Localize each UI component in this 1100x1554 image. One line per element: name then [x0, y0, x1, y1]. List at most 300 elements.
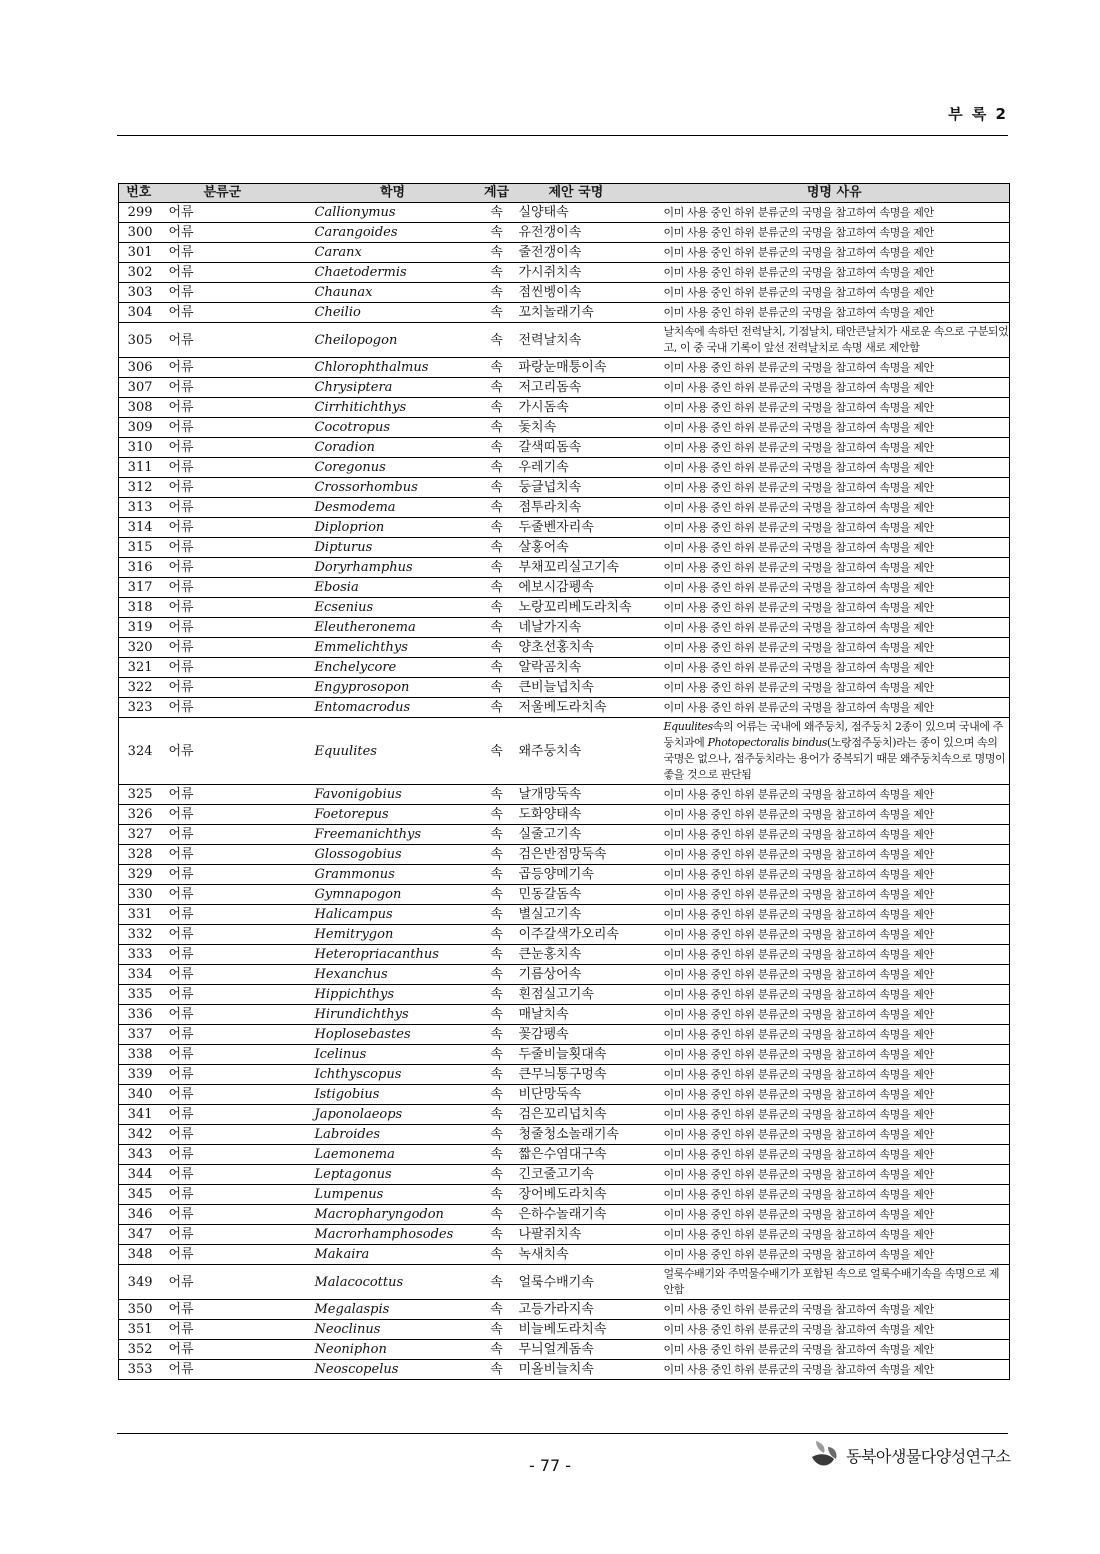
row-proposed-name: 줄전갱이속: [517, 243, 660, 263]
row-scientific-name: Heteropriacanthus: [309, 945, 477, 965]
row-naming-reason: 이미 사용 중인 하위 분류군의 국명을 참고하여 속명을 제안: [660, 1145, 1010, 1165]
row-group: 어류: [159, 1245, 309, 1265]
row-naming-reason: 이미 사용 중인 하위 분류군의 국명을 참고하여 속명을 제안: [660, 223, 1010, 243]
row-proposed-name: 살홍어속: [517, 538, 660, 558]
row-rank: 속: [477, 678, 517, 698]
row-number: 340: [119, 1085, 159, 1105]
row-proposed-name: 비늘베도라치속: [517, 1320, 660, 1340]
table-row: [119, 418, 1010, 438]
row-rank: 속: [477, 538, 517, 558]
row-number: 341: [119, 1105, 159, 1125]
table-row: [119, 538, 1010, 558]
row-naming-reason: 이미 사용 중인 하위 분류군의 국명을 참고하여 속명을 제안: [660, 945, 1010, 965]
row-rank: 속: [477, 323, 517, 358]
table-row: [119, 323, 1010, 358]
row-rank: 속: [477, 518, 517, 538]
table-row: [119, 398, 1010, 418]
row-rank: 속: [477, 1125, 517, 1145]
table-row: [119, 1225, 1010, 1245]
row-number: 301: [119, 243, 159, 263]
table-row: [119, 1360, 1010, 1380]
row-rank: 속: [477, 398, 517, 418]
row-scientific-name: Neoniphon: [309, 1340, 477, 1360]
row-scientific-name: Carangoides: [309, 223, 477, 243]
table-row: [119, 263, 1010, 283]
row-number: 320: [119, 638, 159, 658]
row-scientific-name: Laemonema: [309, 1145, 477, 1165]
table-row: [119, 1340, 1010, 1360]
row-group: 어류: [159, 1005, 309, 1025]
row-number: 343: [119, 1145, 159, 1165]
row-rank: 속: [477, 1085, 517, 1105]
row-scientific-name: Hippichthys: [309, 985, 477, 1005]
row-naming-reason: 이미 사용 중인 하위 분류군의 국명을 참고하여 속명을 제안: [660, 1185, 1010, 1205]
table-row: [119, 1205, 1010, 1225]
row-number: 330: [119, 885, 159, 905]
row-scientific-name: Japonolaeops: [309, 1105, 477, 1125]
row-proposed-name: 갈색띠돔속: [517, 438, 660, 458]
page-number: - 77 -: [528, 1456, 572, 1475]
row-proposed-name: 부채꼬리실고기속: [517, 558, 660, 578]
row-scientific-name: Grammonus: [309, 865, 477, 885]
row-proposed-name: 노랑꼬리베도라치속: [517, 598, 660, 618]
row-number: 309: [119, 418, 159, 438]
row-group: 어류: [159, 1145, 309, 1165]
row-scientific-name: Leptagonus: [309, 1165, 477, 1185]
row-number: 344: [119, 1165, 159, 1185]
row-rank: 속: [477, 638, 517, 658]
row-proposed-name: 저고리돔속: [517, 378, 660, 398]
row-naming-reason: 이미 사용 중인 하위 분류군의 국명을 참고하여 속명을 제안: [660, 1065, 1010, 1085]
row-number: 315: [119, 538, 159, 558]
table-row: [119, 1265, 1010, 1300]
row-naming-reason: 이미 사용 중인 하위 분류군의 국명을 참고하여 속명을 제안: [660, 638, 1010, 658]
row-naming-reason: 날치속에 속하던 전력날치, 기점날치, 태안큰날치가 새로운 속으로 구분되었고, 이 중 국내 기록이 앞선 전력날치로 속명 새로 제안함: [660, 323, 1010, 358]
row-rank: 속: [477, 1320, 517, 1340]
row-rank: 속: [477, 1065, 517, 1085]
row-group: 어류: [159, 1340, 309, 1360]
row-naming-reason: 얼룩수배기와 주먹물수배기가 포함된 속으로 얼룩수배기속을 속명으로 제안함: [660, 1265, 1010, 1300]
row-scientific-name: Chlorophthalmus: [309, 358, 477, 378]
leaf-drop-logo-icon: [808, 1437, 844, 1473]
table-row: [119, 678, 1010, 698]
row-proposed-name: 가시돔속: [517, 398, 660, 418]
header-rank: 계급: [477, 184, 517, 203]
row-group: 어류: [159, 323, 309, 358]
row-naming-reason: 이미 사용 중인 하위 분류군의 국명을 참고하여 속명을 제안: [660, 678, 1010, 698]
row-naming-reason: 이미 사용 중인 하위 분류군의 국명을 참고하여 속명을 제안: [660, 985, 1010, 1005]
table-row: [119, 1105, 1010, 1125]
row-proposed-name: 양초선홍치속: [517, 638, 660, 658]
row-number: 346: [119, 1205, 159, 1225]
row-proposed-name: 무늬얼게돔속: [517, 1340, 660, 1360]
table-row: [119, 1025, 1010, 1045]
row-proposed-name: 검은반점망둑속: [517, 845, 660, 865]
row-number: 306: [119, 358, 159, 378]
row-rank: 속: [477, 1300, 517, 1320]
row-scientific-name: Chaetodermis: [309, 263, 477, 283]
row-number: 345: [119, 1185, 159, 1205]
row-rank: 속: [477, 925, 517, 945]
table-row: [119, 618, 1010, 638]
row-number: 310: [119, 438, 159, 458]
row-rank: 속: [477, 378, 517, 398]
row-number: 303: [119, 283, 159, 303]
row-group: 어류: [159, 618, 309, 638]
row-scientific-name: Enchelycore: [309, 658, 477, 678]
row-group: 어류: [159, 865, 309, 885]
table-row: [119, 658, 1010, 678]
table-row: [119, 358, 1010, 378]
row-group: 어류: [159, 1320, 309, 1340]
row-rank: 속: [477, 478, 517, 498]
row-scientific-name: Ichthyscopus: [309, 1065, 477, 1085]
row-group: 어류: [159, 785, 309, 805]
row-proposed-name: 두줄비늘횟대속: [517, 1045, 660, 1065]
row-naming-reason: 이미 사용 중인 하위 분류군의 국명을 참고하여 속명을 제안: [660, 498, 1010, 518]
row-rank: 속: [477, 598, 517, 618]
table-row: [119, 925, 1010, 945]
row-rank: 속: [477, 243, 517, 263]
row-group: 어류: [159, 845, 309, 865]
table-row: [119, 223, 1010, 243]
row-scientific-name: Chaunax: [309, 283, 477, 303]
row-scientific-name: Hemitrygon: [309, 925, 477, 945]
table-row: [119, 698, 1010, 718]
row-rank: 속: [477, 845, 517, 865]
table-row: [119, 845, 1010, 865]
row-naming-reason: 이미 사용 중인 하위 분류군의 국명을 참고하여 속명을 제안: [660, 1125, 1010, 1145]
row-number: 332: [119, 925, 159, 945]
table-row: [119, 1245, 1010, 1265]
row-group: 어류: [159, 638, 309, 658]
table-row: [119, 558, 1010, 578]
row-naming-reason: 이미 사용 중인 하위 분류군의 국명을 참고하여 속명을 제안: [660, 1045, 1010, 1065]
row-scientific-name: Halicampus: [309, 905, 477, 925]
header-number: 번호: [119, 184, 159, 203]
row-number: 329: [119, 865, 159, 885]
row-scientific-name: Cheilio: [309, 303, 477, 323]
row-proposed-name: 가시쥐치속: [517, 263, 660, 283]
row-proposed-name: 둥글넙치속: [517, 478, 660, 498]
row-rank: 속: [477, 1185, 517, 1205]
row-group: 어류: [159, 203, 309, 223]
row-rank: 속: [477, 1145, 517, 1165]
row-rank: 속: [477, 1025, 517, 1045]
table-row: [119, 1085, 1010, 1105]
row-number: 328: [119, 845, 159, 865]
table-row: [119, 1045, 1010, 1065]
row-group: 어류: [159, 1300, 309, 1320]
row-scientific-name: Hirundichthys: [309, 1005, 477, 1025]
row-group: 어류: [159, 578, 309, 598]
row-naming-reason: 이미 사용 중인 하위 분류군의 국명을 참고하여 속명을 제안: [660, 885, 1010, 905]
table-row: [119, 985, 1010, 1005]
row-group: 어류: [159, 1265, 309, 1300]
row-scientific-name: Coregonus: [309, 458, 477, 478]
row-naming-reason: 이미 사용 중인 하위 분류군의 국명을 참고하여 속명을 제안: [660, 1225, 1010, 1245]
row-number: 348: [119, 1245, 159, 1265]
row-rank: 속: [477, 223, 517, 243]
table-row: [119, 378, 1010, 398]
row-number: 336: [119, 1005, 159, 1025]
row-naming-reason: 이미 사용 중인 하위 분류군의 국명을 참고하여 속명을 제안: [660, 378, 1010, 398]
row-scientific-name: Gymnapogon: [309, 885, 477, 905]
row-proposed-name: 우레기속: [517, 458, 660, 478]
row-number: 331: [119, 905, 159, 925]
row-proposed-name: 큰비늘넙치속: [517, 678, 660, 698]
row-rank: 속: [477, 283, 517, 303]
row-group: 어류: [159, 378, 309, 398]
row-number: 335: [119, 985, 159, 1005]
row-group: 어류: [159, 805, 309, 825]
row-proposed-name: 알락곰치속: [517, 658, 660, 678]
row-number: 352: [119, 1340, 159, 1360]
row-rank: 속: [477, 698, 517, 718]
table-row: [119, 438, 1010, 458]
table-row: [119, 1005, 1010, 1025]
row-proposed-name: 나팔쥐치속: [517, 1225, 660, 1245]
row-rank: 속: [477, 263, 517, 283]
row-proposed-name: 흰점실고기속: [517, 985, 660, 1005]
row-scientific-name: Equulites: [309, 718, 477, 785]
row-naming-reason: 이미 사용 중인 하위 분류군의 국명을 참고하여 속명을 제안: [660, 825, 1010, 845]
row-scientific-name: Hexanchus: [309, 965, 477, 985]
row-naming-reason: 이미 사용 중인 하위 분류군의 국명을 참고하여 속명을 제안: [660, 658, 1010, 678]
row-scientific-name: Chrysiptera: [309, 378, 477, 398]
row-rank: 속: [477, 825, 517, 845]
row-naming-reason: 이미 사용 중인 하위 분류군의 국명을 참고하여 속명을 제안: [660, 905, 1010, 925]
row-rank: 속: [477, 865, 517, 885]
header-group: 분류군: [159, 184, 309, 203]
table-row: [119, 965, 1010, 985]
row-group: 어류: [159, 1225, 309, 1245]
row-rank: 속: [477, 805, 517, 825]
table-row: [119, 785, 1010, 805]
row-naming-reason: 이미 사용 중인 하위 분류군의 국명을 참고하여 속명을 제안: [660, 865, 1010, 885]
row-proposed-name: 돛치속: [517, 418, 660, 438]
row-group: 어류: [159, 358, 309, 378]
table-row: [119, 283, 1010, 303]
row-naming-reason: 이미 사용 중인 하위 분류군의 국명을 참고하여 속명을 제안: [660, 1085, 1010, 1105]
row-number: 299: [119, 203, 159, 223]
row-naming-reason: 이미 사용 중인 하위 분류군의 국명을 참고하여 속명을 제안: [660, 1320, 1010, 1340]
row-scientific-name: Coradion: [309, 438, 477, 458]
row-number: 342: [119, 1125, 159, 1145]
row-naming-reason: 이미 사용 중인 하위 분류군의 국명을 참고하여 속명을 제안: [660, 578, 1010, 598]
row-naming-reason: 이미 사용 중인 하위 분류군의 국명을 참고하여 속명을 제안: [660, 1245, 1010, 1265]
row-scientific-name: Macrorhamphosodes: [309, 1225, 477, 1245]
row-proposed-name: 검은꼬리넙치속: [517, 1105, 660, 1125]
row-group: 어류: [159, 303, 309, 323]
row-proposed-name: 미올비늘치속: [517, 1360, 660, 1380]
row-group: 어류: [159, 1165, 309, 1185]
row-proposed-name: 왜주둥치속: [517, 718, 660, 785]
row-scientific-name: Doryrhamphus: [309, 558, 477, 578]
row-proposed-name: 큰무늬통구멍속: [517, 1065, 660, 1085]
row-scientific-name: Freemanichthys: [309, 825, 477, 845]
row-number: 316: [119, 558, 159, 578]
row-scientific-name: Lumpenus: [309, 1185, 477, 1205]
row-group: 어류: [159, 1085, 309, 1105]
row-naming-reason: 이미 사용 중인 하위 분류군의 국명을 참고하여 속명을 제안: [660, 203, 1010, 223]
footer-divider: [117, 1433, 1008, 1434]
row-naming-reason: 이미 사용 중인 하위 분류군의 국명을 참고하여 속명을 제안: [660, 358, 1010, 378]
row-rank: 속: [477, 1045, 517, 1065]
row-proposed-name: 별실고기속: [517, 905, 660, 925]
appendix-label: 부 록 2: [948, 105, 1008, 123]
row-naming-reason: 이미 사용 중인 하위 분류군의 국명을 참고하여 속명을 제안: [660, 1300, 1010, 1320]
row-naming-reason: 이미 사용 중인 하위 분류군의 국명을 참고하여 속명을 제안: [660, 785, 1010, 805]
row-rank: 속: [477, 1245, 517, 1265]
table-row: [119, 478, 1010, 498]
row-scientific-name: Crossorhombus: [309, 478, 477, 498]
row-scientific-name: Ebosia: [309, 578, 477, 598]
row-naming-reason: [660, 718, 1010, 785]
row-rank: 속: [477, 578, 517, 598]
row-rank: 속: [477, 1205, 517, 1225]
row-number: 319: [119, 618, 159, 638]
row-number: 338: [119, 1045, 159, 1065]
row-scientific-name: Cheilopogon: [309, 323, 477, 358]
table-row: [119, 1320, 1010, 1340]
row-scientific-name: Megalaspis: [309, 1300, 477, 1320]
table-row: [119, 1185, 1010, 1205]
row-naming-reason: 이미 사용 중인 하위 분류군의 국명을 참고하여 속명을 제안: [660, 598, 1010, 618]
row-scientific-name: Dipturus: [309, 538, 477, 558]
org-name: 동북아생물다양성연구소: [846, 1446, 1011, 1466]
row-naming-reason: 이미 사용 중인 하위 분류군의 국명을 참고하여 속명을 제안: [660, 925, 1010, 945]
row-group: 어류: [159, 1205, 309, 1225]
row-proposed-name: 파랑눈매퉁이속: [517, 358, 660, 378]
row-group: 어류: [159, 598, 309, 618]
row-scientific-name: Icelinus: [309, 1045, 477, 1065]
row-scientific-name: Diploprion: [309, 518, 477, 538]
table-row: [119, 498, 1010, 518]
row-naming-reason: 이미 사용 중인 하위 분류군의 국명을 참고하여 속명을 제안: [660, 558, 1010, 578]
header-divider: [117, 135, 1008, 136]
row-scientific-name: Malacocottus: [309, 1265, 477, 1300]
row-proposed-name: 꽃감펭속: [517, 1025, 660, 1045]
row-scientific-name: Emmelichthys: [309, 638, 477, 658]
row-number: 351: [119, 1320, 159, 1340]
row-number: 327: [119, 825, 159, 845]
row-proposed-name: 실양태속: [517, 203, 660, 223]
row-proposed-name: 점투라치속: [517, 498, 660, 518]
row-scientific-name: Desmodema: [309, 498, 477, 518]
row-number: 317: [119, 578, 159, 598]
row-proposed-name: 고등가라지속: [517, 1300, 660, 1320]
row-naming-reason: 이미 사용 중인 하위 분류군의 국명을 참고하여 속명을 제안: [660, 438, 1010, 458]
row-group: 어류: [159, 1045, 309, 1065]
row-scientific-name: Eleutheronema: [309, 618, 477, 638]
row-rank: 속: [477, 985, 517, 1005]
row-scientific-name: Ecsenius: [309, 598, 477, 618]
row-proposed-name: 장어베도라치속: [517, 1185, 660, 1205]
table-row: [119, 203, 1010, 223]
row-proposed-name: 실줄고기속: [517, 825, 660, 845]
row-group: 어류: [159, 518, 309, 538]
row-number: 300: [119, 223, 159, 243]
row-group: 어류: [159, 243, 309, 263]
row-rank: 속: [477, 558, 517, 578]
row-scientific-name: Foetorepus: [309, 805, 477, 825]
row-naming-reason: 이미 사용 중인 하위 분류군의 국명을 참고하여 속명을 제안: [660, 698, 1010, 718]
row-rank: 속: [477, 438, 517, 458]
table-row: [119, 805, 1010, 825]
row-rank: 속: [477, 418, 517, 438]
table-row: [119, 303, 1010, 323]
row-naming-reason: 이미 사용 중인 하위 분류군의 국명을 참고하여 속명을 제안: [660, 243, 1010, 263]
reason-text: (노랑점주둥치)라는 종이 있으며 속의 국명은 없으나, 점주둥치라는 용어가 중복되기 때문 왜주둥치속으로 명명이 좋을 것으로 판단됨: [663, 736, 1006, 781]
row-number: 304: [119, 303, 159, 323]
row-naming-reason: 이미 사용 중인 하위 분류군의 국명을 참고하여 속명을 제안: [660, 398, 1010, 418]
reason-text: 속의 어류는 국내에 왜주둥치, 점주둥치 2종이 있으며 국내에 주둥치과에: [663, 720, 1003, 749]
row-naming-reason: 이미 사용 중인 하위 분류군의 국명을 참고하여 속명을 제안: [660, 283, 1010, 303]
row-proposed-name: 전력날치속: [517, 323, 660, 358]
row-number: 339: [119, 1065, 159, 1085]
table-row: [119, 598, 1010, 618]
row-group: 어류: [159, 658, 309, 678]
row-proposed-name: 짧은수염대구속: [517, 1145, 660, 1165]
row-number: 347: [119, 1225, 159, 1245]
row-group: 어류: [159, 1185, 309, 1205]
row-scientific-name: Neoscopelus: [309, 1360, 477, 1380]
row-rank: 속: [477, 203, 517, 223]
row-proposed-name: 날개망둑속: [517, 785, 660, 805]
row-number: 313: [119, 498, 159, 518]
row-number: 350: [119, 1300, 159, 1320]
row-rank: 속: [477, 358, 517, 378]
row-proposed-name: 꼬치놀래기속: [517, 303, 660, 323]
row-number: 325: [119, 785, 159, 805]
header-scientific-name: 학명: [309, 184, 477, 203]
row-rank: 속: [477, 1225, 517, 1245]
row-group: 어류: [159, 558, 309, 578]
row-naming-reason: 이미 사용 중인 하위 분류군의 국명을 참고하여 속명을 제안: [660, 263, 1010, 283]
row-number: 334: [119, 965, 159, 985]
row-group: 어류: [159, 458, 309, 478]
row-proposed-name: 에보시감펭속: [517, 578, 660, 598]
row-scientific-name: Istigobius: [309, 1085, 477, 1105]
table-header-row: [119, 184, 1010, 203]
row-number: 307: [119, 378, 159, 398]
row-number: 322: [119, 678, 159, 698]
row-number: 349: [119, 1265, 159, 1300]
row-scientific-name: Cirrhitichthys: [309, 398, 477, 418]
row-scientific-name: Caranx: [309, 243, 477, 263]
row-number: 337: [119, 1025, 159, 1045]
row-proposed-name: 비단망둑속: [517, 1085, 660, 1105]
row-number: 323: [119, 698, 159, 718]
row-naming-reason: 이미 사용 중인 하위 분류군의 국명을 참고하여 속명을 제안: [660, 518, 1010, 538]
row-rank: 속: [477, 1360, 517, 1380]
row-naming-reason: 이미 사용 중인 하위 분류군의 국명을 참고하여 속명을 제안: [660, 478, 1010, 498]
row-number: 333: [119, 945, 159, 965]
row-naming-reason: 이미 사용 중인 하위 분류군의 국명을 참고하여 속명을 제안: [660, 805, 1010, 825]
row-rank: 속: [477, 785, 517, 805]
reason-italic-taxon: Equulites: [663, 720, 713, 733]
row-naming-reason: 이미 사용 중인 하위 분류군의 국명을 참고하여 속명을 제안: [660, 303, 1010, 323]
table-row: [119, 638, 1010, 658]
table-row: [119, 458, 1010, 478]
row-proposed-name: 얼룩수배기속: [517, 1265, 660, 1300]
table-row: [119, 1065, 1010, 1085]
row-scientific-name: Engyprosopon: [309, 678, 477, 698]
row-group: 어류: [159, 825, 309, 845]
row-group: 어류: [159, 1125, 309, 1145]
row-group: 어류: [159, 718, 309, 785]
